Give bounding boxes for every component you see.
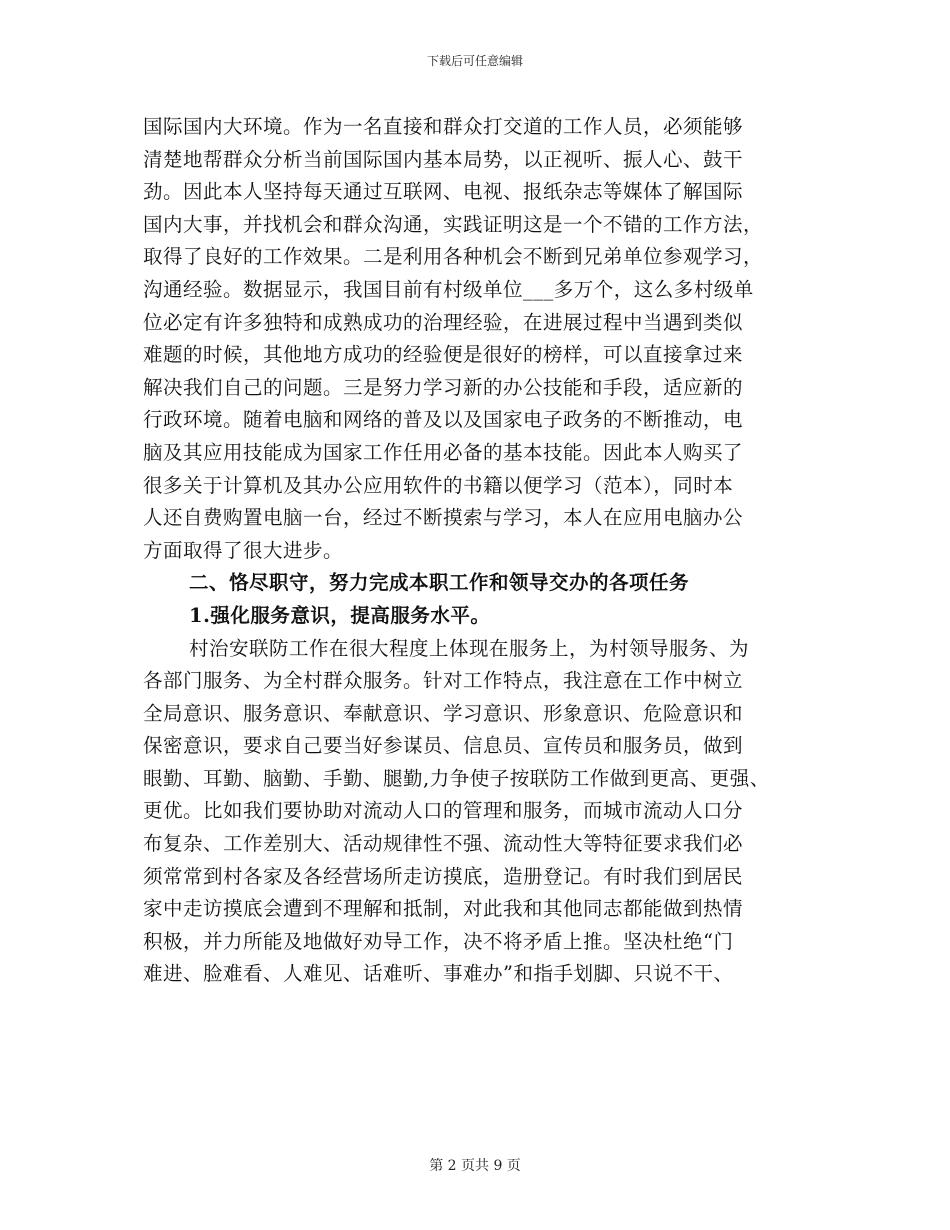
text-line: 须常常到村各家及各经营场所走访摸底，造册登记。有时我们到居民 <box>143 864 744 888</box>
text-line: 国内大事，并找机会和群众沟通，实践证明这是一个不错的工作方法， <box>143 212 764 236</box>
subsection-heading: 1.强化服务意识，提高服务水平。 <box>189 603 491 627</box>
text-line: 劲。因此本人坚持每天通过互联网、电视、报纸杂志等媒体了解国际 <box>143 180 744 204</box>
text-line: 保密意识，要求自己要当好参谋员、信息员、宣传员和服务员，做到 <box>143 734 744 758</box>
text-line: 沟通经验。数据显示，我国目前有村级单位___多万个，这么多村级单 <box>143 277 754 301</box>
text-line: 行政环境。随着电脑和网络的普及以及国家电子政务的不断推动，电 <box>143 408 744 432</box>
text-line: 布复杂、工作差别大、活动规律性不强、流动性大等特征要求我们必 <box>143 832 744 856</box>
text-line: 脑及其应用技能成为国家工作任用必备的基本技能。因此本人购买了 <box>143 440 744 464</box>
text-line: 全局意识、服务意识、奉献意识、学习意识、形象意识、危险意识和 <box>143 701 744 725</box>
text-line: 难题的时候，其他地方成功的经验便是很好的榜样，可以直接拿过来 <box>143 343 744 367</box>
text-line: 位必定有许多独特和成熟成功的治理经验，在进展过程中当遇到类似 <box>143 310 744 334</box>
text-line: 人还自费购置电脑一台，经过不断摸索与学习，本人在应用电脑办公 <box>143 506 744 530</box>
text-line: 更优。比如我们要协助对流动人口的管理和服务，而城市流动人口分 <box>143 799 744 823</box>
text-line: 清楚地帮群众分析当前国际国内基本局势，以正视听、振人心、鼓干 <box>143 147 744 171</box>
text-line: 积极，并力所能及地做好劝导工作，决不将矛盾上推。坚决杜绝“门 <box>143 929 734 953</box>
text-line: 解决我们自己的问题。三是努力学习新的办公技能和手段，适应新的 <box>143 375 744 399</box>
page-header: 下载后可任意编辑 <box>426 54 523 68</box>
text-line: 很多关于计算机及其办公应用软件的书籍以便学习（范本），同时本 <box>143 473 734 497</box>
document-body <box>143 111 823 991</box>
text-line: 取得了良好的工作效果。二是利用各种机会不断到兄弟单位参观学习， <box>143 245 764 269</box>
text-line: 国际国内大环境。作为一名直接和群众打交道的工作人员，必须能够 <box>143 115 744 138</box>
text-line: 各部门服务、为全村群众服务。针对工作特点，我注意在工作中树立 <box>143 669 744 693</box>
text-line: 方面取得了很大进步。 <box>143 538 344 562</box>
section-heading: 二、恪尽职守，努力完成本职工作和领导交办的各项任务 <box>189 571 690 595</box>
text-line: 家中走访摸底会遭到不理解和抵制，对此我和其他同志都能做到热情 <box>143 897 744 921</box>
text-line: 村治安联防工作在很大程度上体现在服务上，为村领导服务、为 <box>189 636 750 660</box>
text-line: 难进、脸难看、人难见、话难听、事难办”和指手划脚、只说不干、 <box>143 962 734 986</box>
page-footer: 第 2 页共 9 页 <box>429 1158 521 1174</box>
text-line: 眼勤、耳勤、脑勤、手勤、腿勤,力争使子按联防工作做到更高、更强、 <box>143 766 770 790</box>
